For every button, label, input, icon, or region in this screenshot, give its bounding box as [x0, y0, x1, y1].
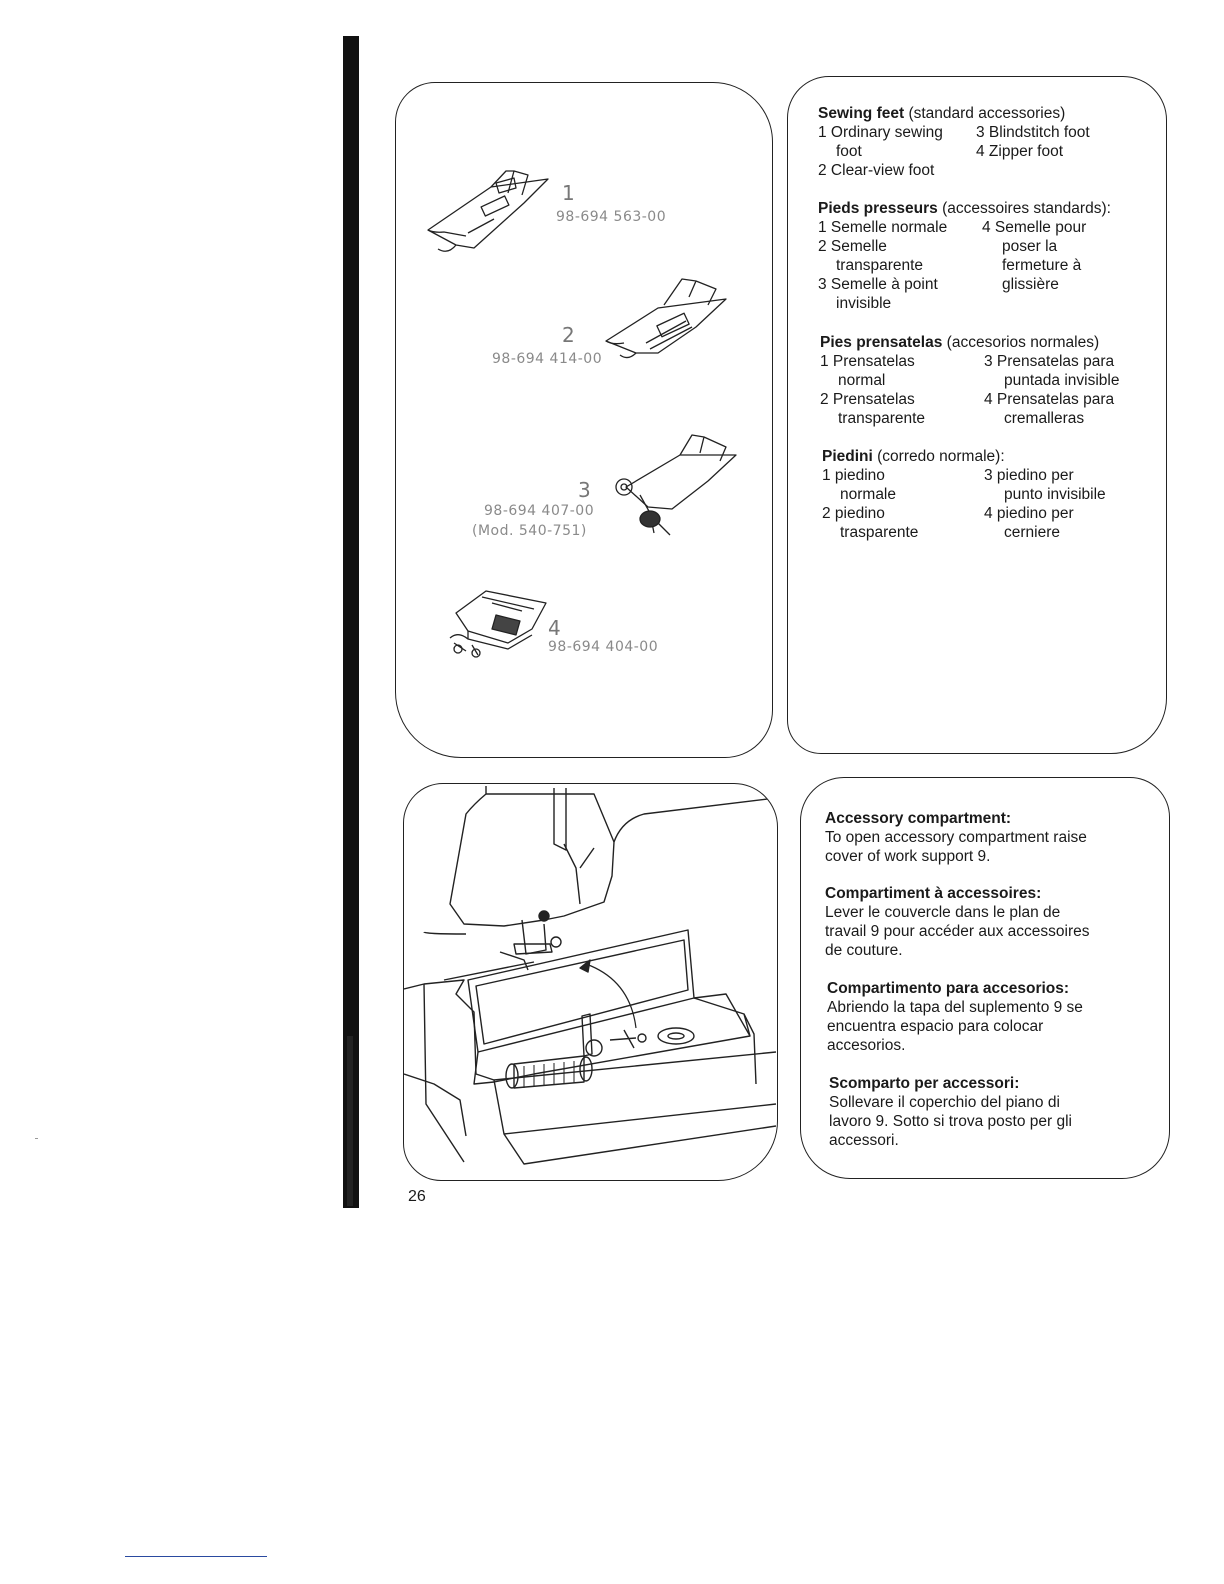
feet-list-es-right: 3 Prensatelas para puntada invisible 4 Prensatelas para cremalleras	[984, 353, 1120, 427]
compartment-heading-it: Scomparto per accessori:	[829, 1075, 1020, 1092]
foot-1-drawing	[428, 171, 548, 251]
scan-speck	[35, 1138, 38, 1139]
foot-4-drawing	[450, 591, 546, 657]
part-model-note-3: (Mod. 540-751)	[472, 523, 587, 539]
part-number-3: 3	[578, 478, 591, 502]
compartment-heading-en: Accessory compartment:	[825, 810, 1012, 827]
part-code-4: 98-694 404-00	[548, 639, 659, 655]
foot-3-drawing	[616, 435, 736, 535]
accessory-compartment-illustration-panel	[403, 783, 778, 1181]
section-heading-fr: Pieds presseurs (accessoires standards):	[818, 200, 1111, 217]
compartment-heading-fr: Compartiment à accessoires:	[825, 885, 1042, 902]
feet-list-fr-right: 4 Semelle pour poser la fermeture à glissière	[982, 219, 1087, 293]
section-heading-it: Piedini (corredo normale):	[822, 448, 1005, 465]
feet-list-it-left: 1 piedino normale 2 piedino trasparente	[822, 467, 919, 541]
sewing-machine-illustration	[404, 784, 777, 1180]
feet-list-fr-left: 1 Semelle normale 2 Semelle transparente 3 Semelle à point invisible	[818, 219, 948, 312]
page-number: 26	[408, 1188, 426, 1205]
feet-list-en-left: 1 Ordinary sewing foot 2 Clear-view foot	[818, 124, 943, 179]
part-code-3: 98-694 407-00	[484, 503, 595, 519]
section-heading-es: Pies prensatelas (accesorios normales)	[820, 334, 1100, 351]
foot-2-drawing	[606, 279, 726, 358]
feet-list-it-right: 3 piedino per punto invisibile 4 piedino per cerniere	[984, 467, 1106, 541]
part-code-1: 98-694 563-00	[556, 209, 667, 225]
binding-edge	[343, 36, 359, 1208]
feet-list-es-left: 1 Prensatelas normal 2 Prensatelas transparente	[820, 353, 926, 427]
feet-list-en-right: 3 Blindstitch foot 4 Zipper foot	[976, 124, 1090, 160]
section-heading-en: Sewing feet (standard accessories)	[818, 105, 1066, 122]
sewing-feet-text-panel	[787, 76, 1167, 754]
footnote-rule	[125, 1556, 267, 1557]
compartment-body-es: Abriendo la tapa del suplemento 9 se encuentra espacio para colocar accesorios.	[827, 999, 1083, 1054]
compartment-body-fr: Lever le couvercle dans le plan de travail 9 pour accéder aux accessoires de couture.	[825, 904, 1090, 959]
sewing-feet-illustration-panel	[395, 82, 773, 758]
compartment-body-it: Sollevare il coperchio del piano di lavoro 9. Sotto si trova posto per gli accessori.	[829, 1094, 1072, 1149]
part-code-2: 98-694 414-00	[492, 351, 603, 367]
sewing-feet-illustration	[396, 83, 772, 757]
part-number-4: 4	[548, 616, 561, 640]
compartment-heading-es: Compartimento para accesorios:	[827, 980, 1070, 997]
part-number-2: 2	[562, 323, 575, 347]
part-number-1: 1	[562, 181, 575, 205]
accessory-compartment-text-panel	[800, 777, 1170, 1179]
compartment-body-en: To open accessory compartment raise cover of work support 9.	[825, 829, 1087, 865]
